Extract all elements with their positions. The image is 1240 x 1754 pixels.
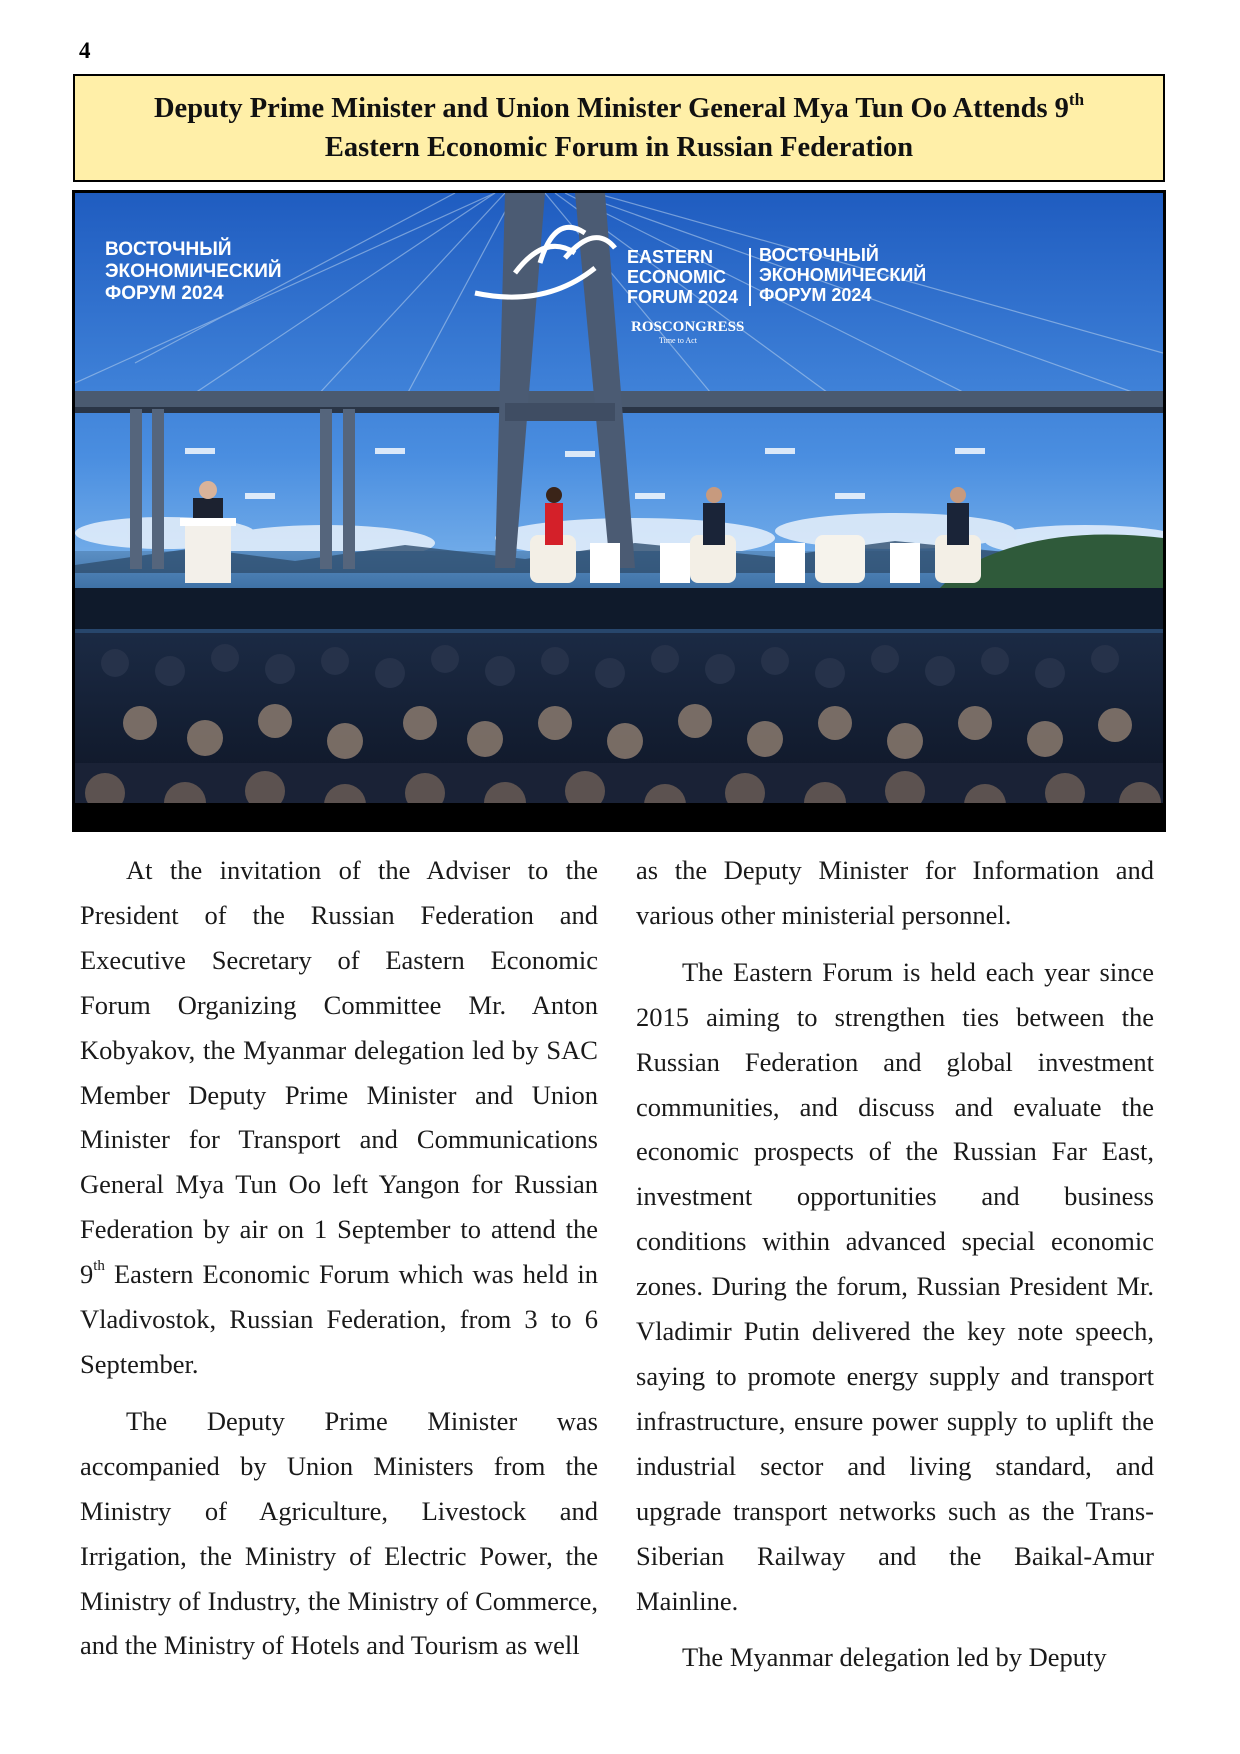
roscongress-logo: ROSCONGRESS xyxy=(631,319,745,335)
forum-stage-photo xyxy=(72,190,1166,832)
paragraph-1-text-b: Eastern Economic Forum which was held in Vladivostok, Russian Federation, from 3 to 6 September. xyxy=(80,1259,598,1379)
paragraph-1 xyxy=(80,848,598,1387)
paragraph-4: The Myanmar delegation led by Deputy xyxy=(682,1642,1107,1673)
article-column-right xyxy=(636,848,1154,1692)
paragraph-1-text-a: At the invitation of the Adviser to the President of the Russian Federation and Executive Secretary of Eastern Economic Forum Organizing Committee Mr. Anton Kobyakov, the Myanmar delegation led by SAC Member Deputy Prime Minister and Union Minister for Transport and Communications General Mya Tun Oo left Yangon for Russian Federation by air on 1 September to attend the 9 xyxy=(80,855,598,1290)
paragraph-3: The Eastern Forum is held each year since 2015 aiming to strengthen ties between the Russian Federation and global investment communities, and discuss and evaluate the economic prospects of the Russian Far East, investment opportunities and business conditions within advanced special economic zones. During the forum, Russian President Mr. Vladimir Putin delivered the key note speech, saying to promote energy supply and transport infrastructure, ensure power supply to uplift the industrial sector and living standard, and upgrade transport networks such as the Trans-Siberian Railway and the Baikal-Amur Mainline. xyxy=(636,956,1154,1616)
banner-center-line-3: FORUM 2024 xyxy=(627,287,739,307)
paragraph-2-continued: as the Deputy Minister for Information and various other ministerial personnel. xyxy=(636,855,1154,930)
title-line-2: Eastern Economic Forum in Russian Federation xyxy=(324,132,914,163)
page-number: 4 xyxy=(79,38,91,63)
paragraph-1-superscript: th xyxy=(93,1258,105,1275)
banner-left-line-3: ФОРУМ 2024 xyxy=(105,283,224,304)
stage-floor xyxy=(75,588,1163,633)
paragraph-2: The Deputy Prime Minister was accompanied by Union Ministers from the Ministry of Agriculture, Livestock and Irrigation, the Ministry of Electric Power, the Ministry of Industry, the Ministry of Commerce, and the Ministry of Hotels and Tourism as well xyxy=(80,1405,598,1661)
roscongress-tagline: Time to Act xyxy=(659,336,697,345)
article-column-left xyxy=(80,848,598,1680)
banner-right-line-1: ВОСТОЧНЫЙ xyxy=(759,245,879,265)
banner-left-line-2: ЭКОНОМИЧЕСКИЙ xyxy=(105,261,282,282)
banner-right-line-2: ЭКОНОМИЧЕСКИЙ xyxy=(759,265,927,285)
article-title-box xyxy=(73,74,1165,182)
banner-left-line-1: ВОСТОЧНЫЙ xyxy=(105,239,232,260)
banner-center-line-1: EASTERN xyxy=(627,247,714,267)
article-title xyxy=(134,89,1104,167)
banner-right-line-3: ФОРУМ 2024 xyxy=(759,285,872,305)
banner-center-line-2: ECONOMIC xyxy=(627,267,726,287)
title-line-1: Deputy Prime Minister and Union Minister General Mya Tun Oo Attends 9 xyxy=(153,93,1069,124)
title-superscript: th xyxy=(1068,89,1085,109)
